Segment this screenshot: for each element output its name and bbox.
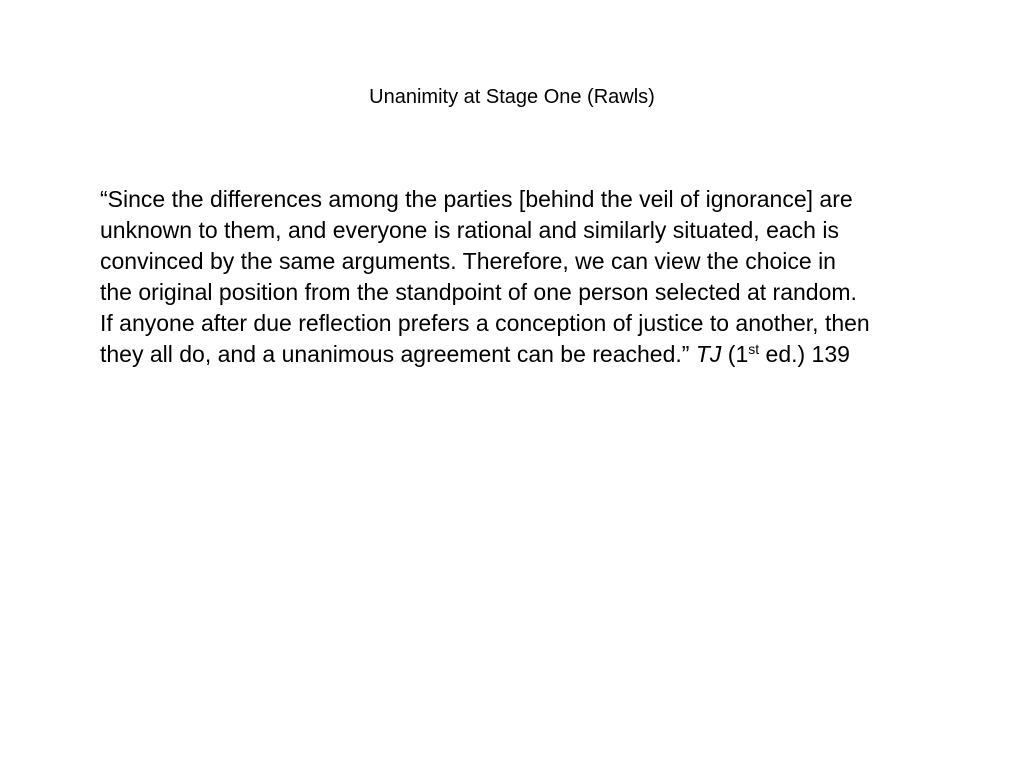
citation-work: TJ: [695, 341, 722, 367]
citation-edition-sup: st: [748, 341, 760, 357]
quote-line: convinced by the same arguments. Therefore, we can view the choice in: [100, 248, 836, 274]
quote-block: [100, 184, 980, 370]
quote-line: unknown to them, and everyone is rational and similarly situated, each is: [100, 217, 839, 243]
citation-edition-rest: ed.) 139: [759, 341, 850, 367]
quote-last-text: they all do, and a unanimous agreement can be reached.”: [100, 341, 690, 367]
quote-line: “Since the differences among the parties [behind the veil of ignorance] are: [100, 186, 853, 212]
citation-edition-open: (1: [727, 341, 749, 367]
quote-last-line: [100, 339, 980, 370]
slide-title: Unanimity at Stage One (Rawls): [369, 86, 655, 108]
quote-line: If anyone after due reflection prefers a conception of justice to another, then: [100, 310, 870, 336]
quote-line: the original position from the standpoint of one person selected at random.: [100, 279, 857, 305]
